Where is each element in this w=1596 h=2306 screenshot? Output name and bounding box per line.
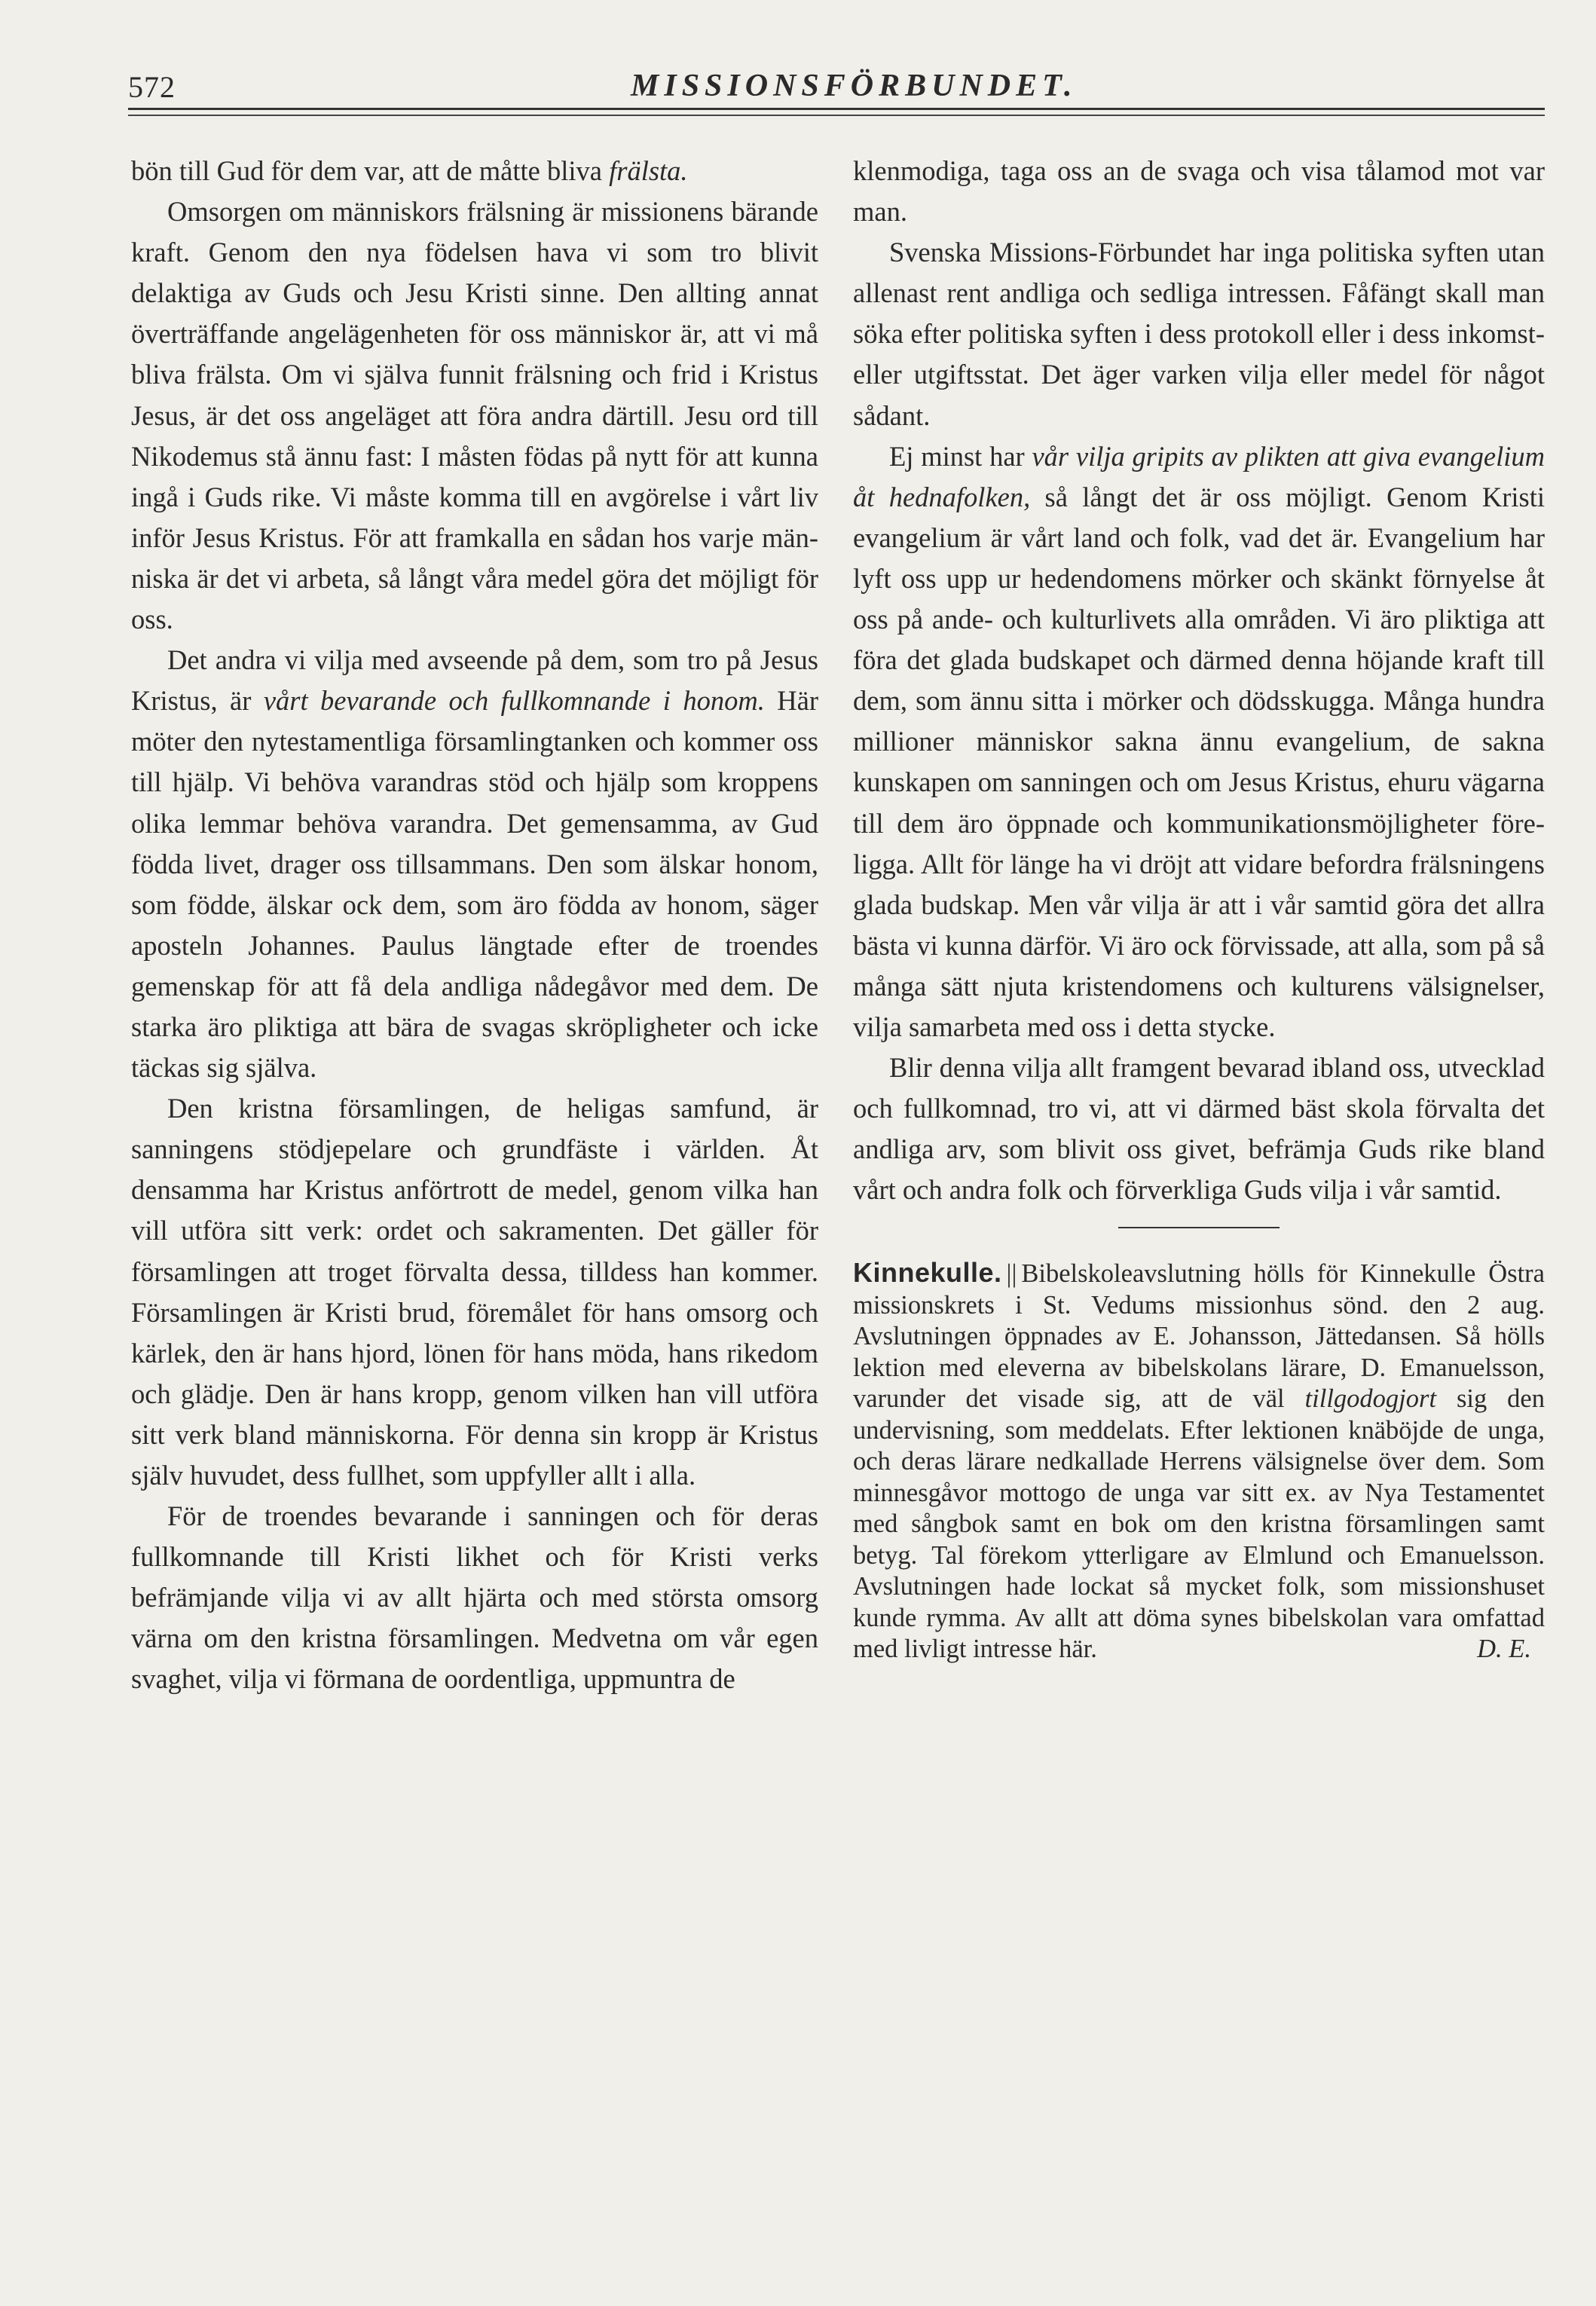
paragraph: klenmodiga, taga oss an de svaga och visa tålamod mot var man. — [853, 155, 1545, 228]
text-run: Här möter den nytestamentliga församlingtanken och kommer oss till hjälp. Vi behöva varandras stöd och hjälp som kroppens olika lemmar behöva varandra. Det gemensamma, av Gud födda livet, drager oss tillsammans. Den som älskar honom, som födde, älskar ock dem, som äro födda av honom, säger aposteln Johannes. Paulus längtade efter de troendes gemenskap för att få dela andliga nådegåvor med dem. De starka äro pliktiga att bära de svagas skröpligheter och icke täckas sig själva. — [131, 685, 819, 1084]
page-number: 572 — [128, 70, 176, 104]
journal-title: MISSIONSFÖRBUNDET. — [631, 69, 1078, 103]
page-header — [128, 62, 1545, 107]
header-rule-secondary — [128, 115, 1545, 116]
paragraph: Den kristna församlingen, de heligas samfund, är sanningens stödjepelare och grundfäste i världen. Åt densamma har Kristus anförtrott de medel, genom vilka han vill utföra sitt verk: ordet och sakramenten. Det gäller för församlingen att troget förvalta dessa, tilldess han kommer. Församlingen är Kristi brud, föremålet för hans omsorg och kärlek, den är hans hjord, lönen för hans möda, hans rikedom och glädje. Den är hans kropp, genom vilken han vill utföra sitt verk bland människorna. För denna sin kropp är Kristus själv huvudet, dess fullhet, som uppfyller allt i alla. — [131, 1093, 818, 1491]
italic-text: vårt bevarande och fullkomnande i honom. — [263, 685, 765, 717]
text-run: så långt det är oss möjligt. Genom Kristi evangelium är vårt land och folk, vad det är. Evangelium har lyft oss upp ur hedendomens mörker och skänkt förnyelse åt oss på ande- och kulturlivets alla områden. Vi äro pliktiga att föra det glada budskapet och därmed denna höjande kraft till dem, som ännu sitta i mörker och dödsskugga. Många hundra millioner människor sakna ännu evangelium, de sakna kunskapen om sanningen och om Jesus Kristus, ehuru vägarna till dem äro öppnade och kommunikationsmöjligheter föreligga. Allt för länge ha vi dröjt att vidare befordra frälsningens glada budskap. Men vår vilja är att i vår samtid göra det allra bästa vi kunna därför. Vi äro ock förvissade, att alla, som på så många sätt njuta kristendomens och kulturens välsignelser, vilja samarbeta med oss i detta stycke. — [853, 481, 1545, 1042]
right-column — [853, 151, 1545, 1665]
article-place: Kinnekulle. — [853, 1257, 1002, 1289]
article-separator: || — [1006, 1259, 1017, 1289]
text-run: Det andra vi vilja med avseende på dem, som tro på Jesus Kristus, är — [131, 644, 818, 717]
section-divider — [1118, 1227, 1280, 1228]
paragraph: Svenska Missions-Förbundet har inga politiska syften utan allenast rent andliga och sedliga intressen. Fåfängt skall man söka efter politiska syften i dess protokoll eller i dess inkomst- eller utgiftsstat. Det äger varken vilja eller medel för något sådant. — [853, 237, 1545, 431]
paragraph: Omsorgen om människors frälsning är missionens bärande kraft. Genom den nya födelsen hava vi som tro blivit delaktiga av Guds och Jesu Kristi sinne. Den allting annat överträffande angelägenheten för oss människor är, att vi må bliva frälsta. Om vi själva funnit frälsning och frid i Kristus Jesus, är det oss angeläget att föra andra därtill. Jesu ord till Nikodemus stå ännu fast: I måsten födas på nytt för att kunna ingå i Guds rike. Vi måste komma till en avgörelse i vårt liv inför Jesus Kristus. För att framkalla en sådan hos varje människa är det vi arbeta, så långt våra medel göra det möjligt för oss. — [131, 196, 818, 635]
paragraph — [853, 436, 1545, 1047]
left-column — [131, 151, 818, 1700]
paragraph — [131, 151, 818, 191]
text-run: Bibelskoleavslutning hölls för Kinnekulle Östra missionskrets i St. Vedums missionhus sönd. den 2 aug. Avslutningen öppnades av E. Johansson, Jättedansen. Så hölls lektion med eleverna av bibelskolans lärare, D. Emanuelsson, varunder det visade sig, att de väl — [853, 1259, 1545, 1414]
news-article — [853, 1257, 1545, 1665]
italic-text: frälsta. — [609, 155, 688, 186]
text-run: sig den undervisning, som meddelats. Efter lektionen knäböjde de unga, och deras lärare nedkallade Herrens välsignelse över dem. Som minnesgåvor mottogo de unga var sitt ex. av Nya Testamentet med sångbok samt en bok om den kristna församlingen samt betyg. Tal förekom ytterligare av Elmlund och Emanuelsson. Avslutningen hade lockat så mycket folk, som missionshuset kunde rymma. Av allt att döma synes bibelskolan vara omfattad med livligt intresse här. — [853, 1384, 1545, 1664]
article-paragraph — [853, 1257, 1545, 1665]
paragraph: Blir denna vilja allt framgent bevarad ibland oss, utvecklad och fullkomnad, tro vi, att vi därmed bäst skola förvalta det andliga arv, som blivit oss givet, befrämja Guds rike bland vårt och andra folk och förverkliga Guds vilja i vår samtid. — [853, 1052, 1545, 1206]
header-rule — [128, 108, 1545, 110]
article-signature: D. E. — [1477, 1635, 1531, 1664]
text-run: bön till Gud för dem var, att de måtte bliva — [131, 155, 610, 186]
italic-text: tillgodogjort — [1304, 1384, 1437, 1414]
text-run: Ej minst har — [889, 440, 1032, 472]
italic-text: vår vilja gripits av plikten att giva evangelium åt hednafolken, — [853, 440, 1546, 512]
paragraph: För de troendes bevarande i sanningen och för deras fullkomnande till Kristi likhet och för Kristi verks befrämjande vilja vi av allt hjärta och med största omsorg värna om den kristna församlingen. Medvetna om vår egen svaghet, vilja vi förmana de oordentliga, uppmuntra de — [131, 1500, 818, 1695]
paragraph — [131, 640, 818, 1088]
